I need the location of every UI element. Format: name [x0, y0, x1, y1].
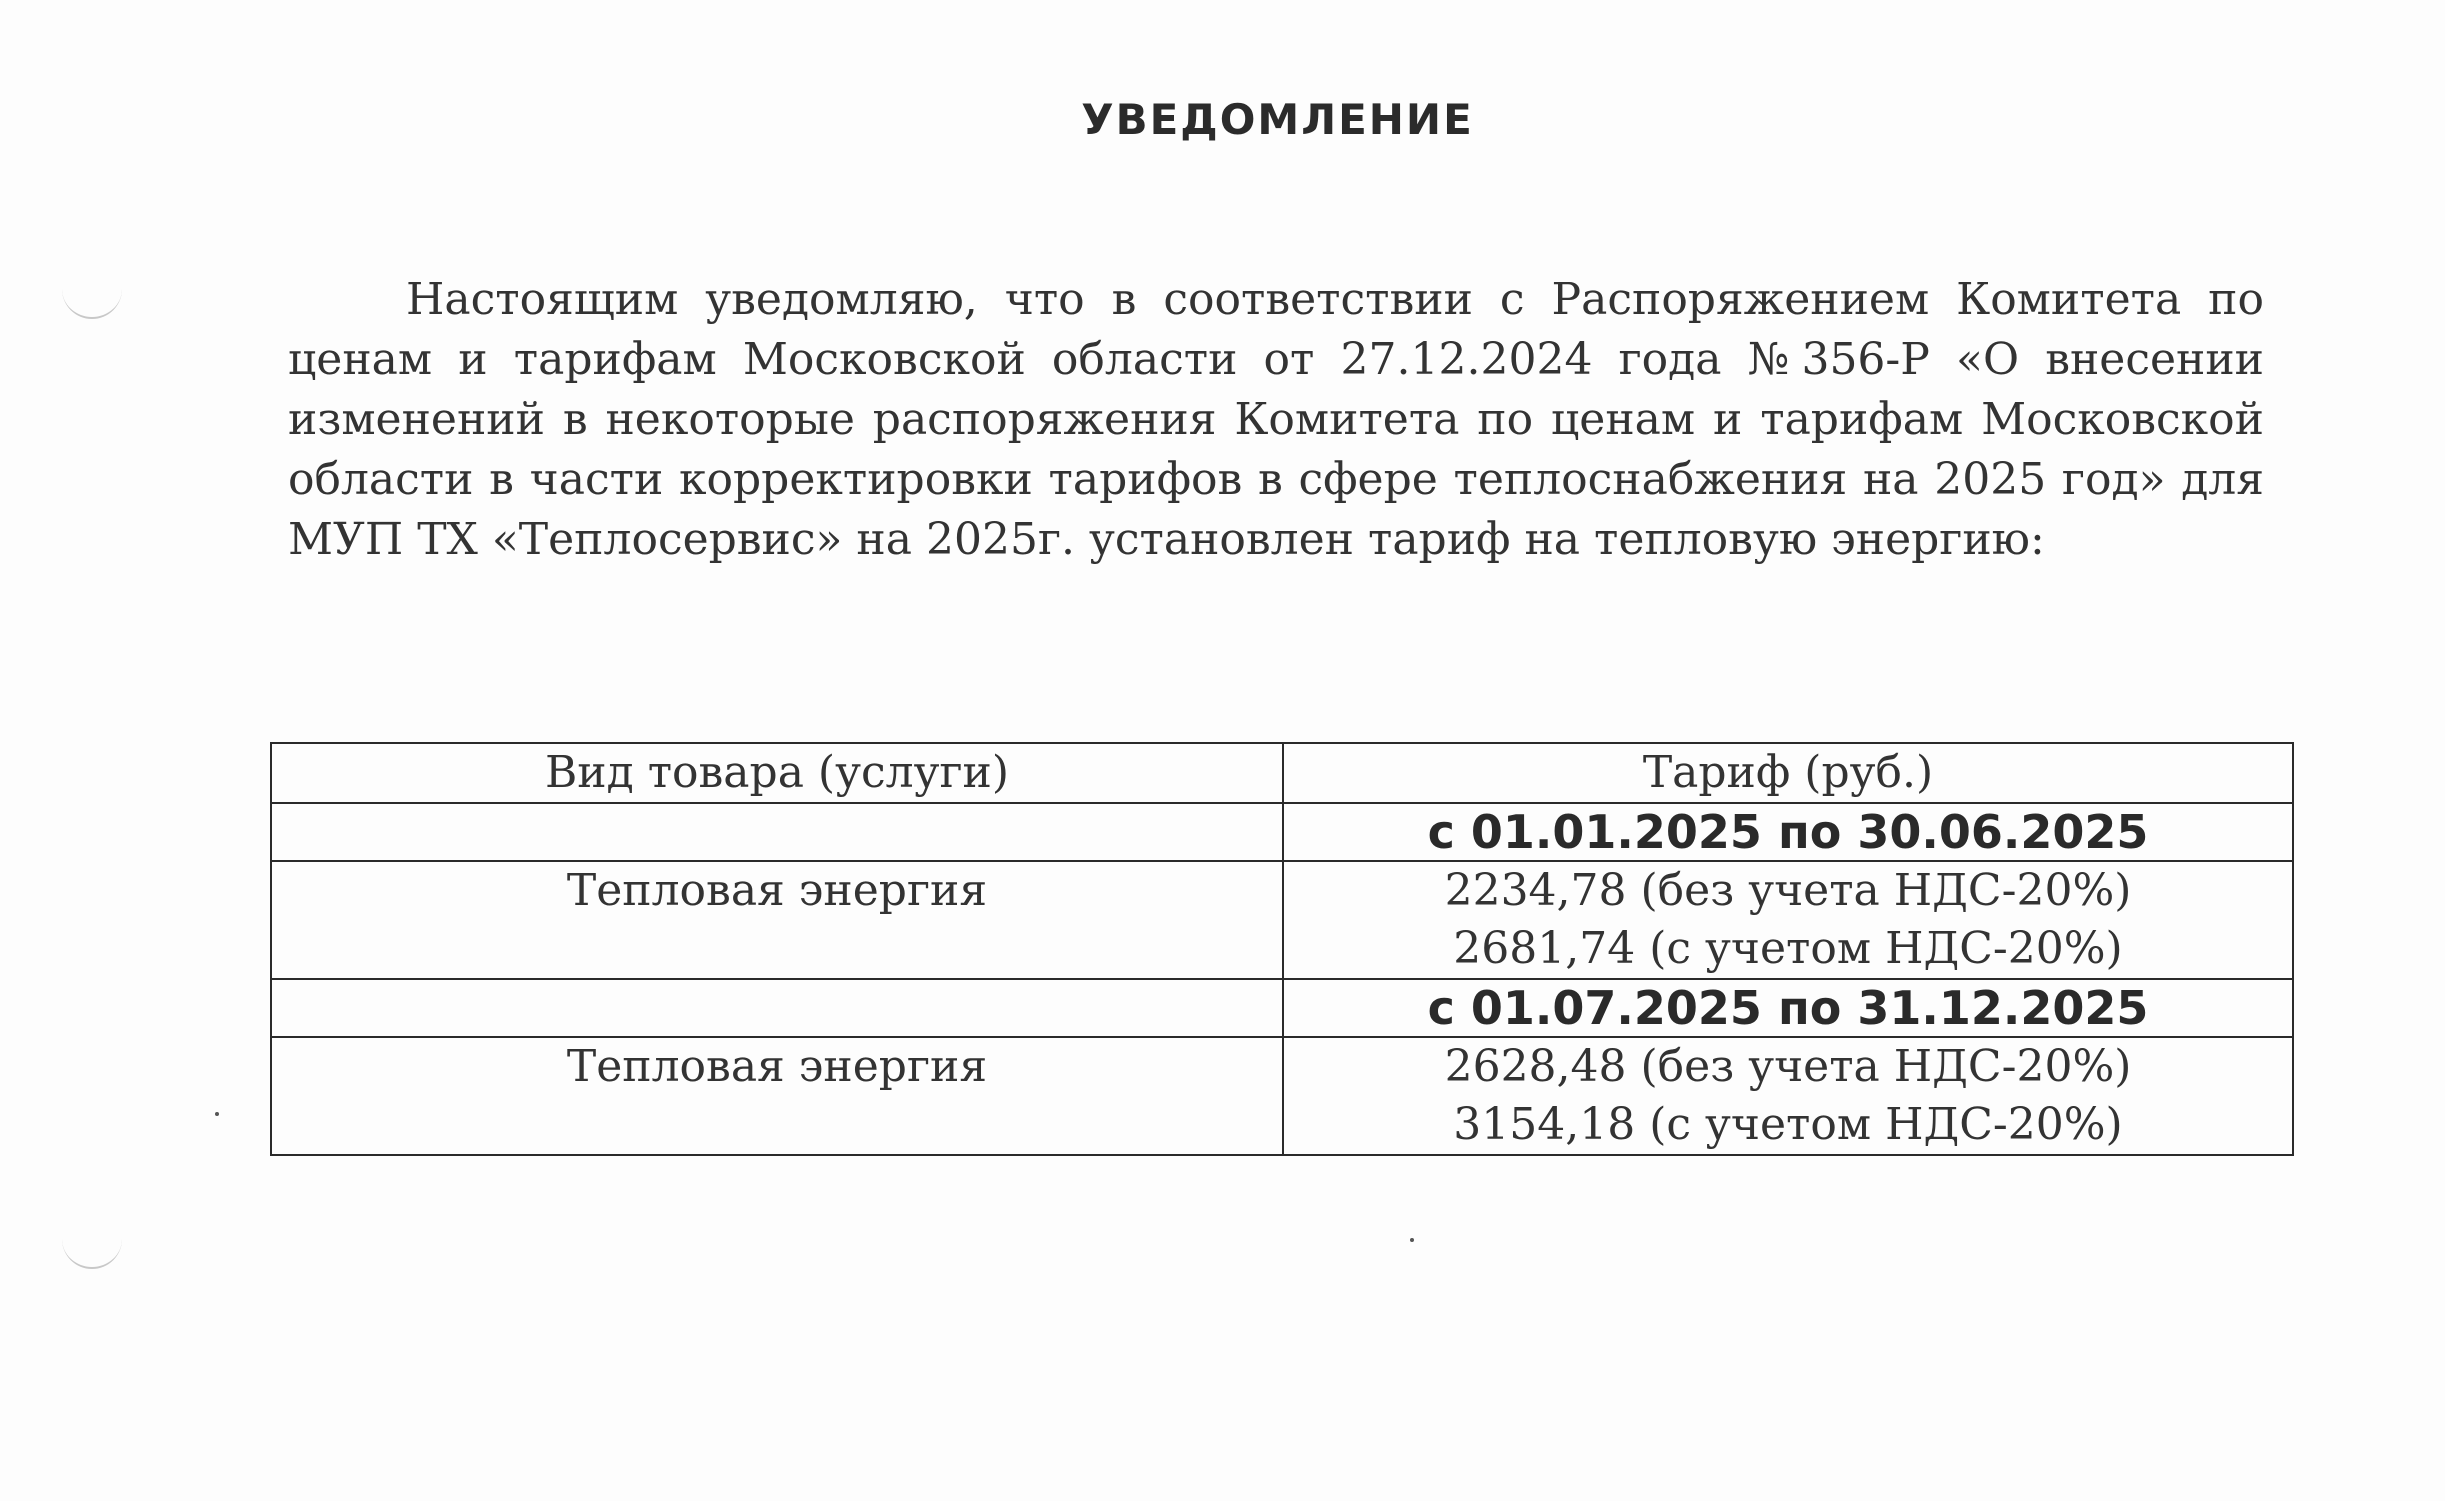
column-header-tariff: Тариф (руб.) — [1283, 743, 2293, 803]
paragraph-line: установлен тариф на тепловую энергию: — [1088, 514, 2045, 565]
period-label: с 01.07.2025 по 31.12.2025 — [1283, 979, 2293, 1037]
paragraph-line: тарифам Московской области в части корректировки тарифов в сфере — [288, 394, 2264, 505]
punch-hole-mark — [62, 1237, 122, 1269]
tariff-with-vat: 3154,18 (с учетом НДС-20%) — [1453, 1099, 2123, 1150]
period-row — [271, 979, 2293, 1037]
tariff-without-vat: 2628,48 (без учета НДС-20%) — [1444, 1041, 2132, 1092]
scan-speck — [1410, 1238, 1414, 1242]
period-row — [271, 803, 2293, 861]
tariff-with-vat: 2681,74 (с учетом НДС-20%) — [1453, 923, 2123, 974]
notice-paragraph — [288, 270, 2264, 570]
table-row — [271, 861, 2293, 979]
paragraph-line: по ценам и тарифам Московской области от 27.12.2024 года №356-Р «О — [288, 274, 2264, 385]
empty-cell — [271, 979, 1283, 1037]
tariff-cell — [1283, 861, 2293, 979]
document-title: УВЕДОМЛЕНИЕ — [1081, 95, 1474, 144]
punch-hole-mark — [62, 287, 122, 319]
paragraph-line: Настоящим уведомляю, что в соответствии с Распоряжением Комитета — [406, 274, 2209, 325]
service-name-cell: Тепловая энергия — [271, 861, 1283, 979]
table-row — [271, 1037, 2293, 1155]
scan-speck — [215, 1112, 219, 1116]
tariff-table — [270, 742, 2294, 1156]
tariff-cell — [1283, 1037, 2293, 1155]
tariff-without-vat: 2234,78 (без учета НДС-20%) — [1444, 865, 2132, 916]
service-name-cell: Тепловая энергия — [271, 1037, 1283, 1155]
paragraph-line: внесении изменений в некоторые распоряжения Комитета по ценам и — [288, 334, 2264, 445]
table-header-row — [271, 743, 2293, 803]
paragraph-line: теплоснабжения на 2025 год» для МУП ТХ «Теплосервис» на 2025г. — [288, 454, 2264, 565]
column-header-service: Вид товара (услуги) — [271, 743, 1283, 803]
period-label: с 01.01.2025 по 30.06.2025 — [1283, 803, 2293, 861]
empty-cell — [271, 803, 1283, 861]
